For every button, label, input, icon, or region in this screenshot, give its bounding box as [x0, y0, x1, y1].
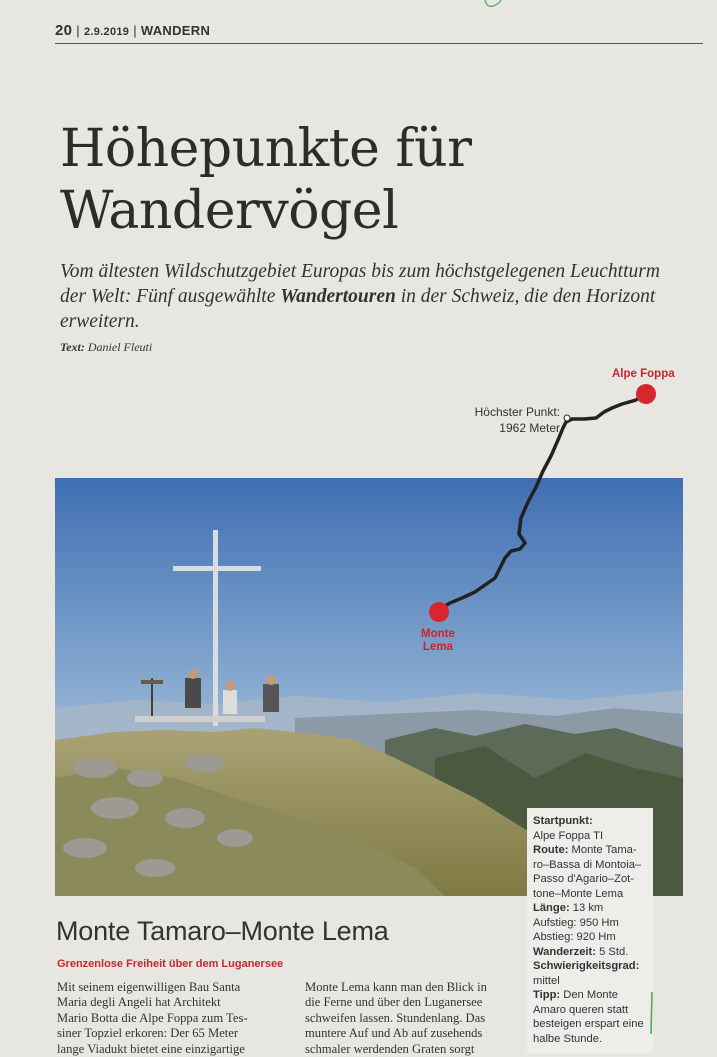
- header-rule: [55, 43, 703, 44]
- article-kicker: Grenzenlose Freiheit über dem Luganersee: [57, 958, 284, 970]
- article-subhead: Monte Tamaro–Monte Lema: [56, 916, 389, 946]
- route-value-4: tone–Monte Lema: [533, 887, 624, 900]
- start-marker: [636, 384, 656, 404]
- col1-line-2: Maria degli Angeli hat Architekt: [57, 995, 221, 1010]
- col1-line-1: Mit seinem eigenwilligen Bau Santa: [57, 980, 241, 994]
- article-column-2: [305, 980, 515, 1057]
- byline: [60, 340, 152, 355]
- route-value-2: ro–Bassa di Montoia–: [533, 858, 642, 871]
- start-key: Startpunkt:: [533, 815, 593, 827]
- route-key: Route:: [533, 844, 569, 856]
- start-value: Alpe Foppa TI: [533, 829, 604, 842]
- headline: [60, 118, 620, 242]
- col1-line-4: siner Topziel erkoren: Der 65 Meter: [57, 1026, 239, 1041]
- tip-value-4: halbe Stunde.: [533, 1032, 603, 1045]
- pen-mark-icon: [481, 0, 505, 10]
- lead-part-1: Vom ältesten Wildschutzgebiet Europas bis zum höchstgelegenen Leuchtturm der Welt: Fünf ausgewählte: [60, 261, 660, 307]
- pen-stroke-icon: [649, 992, 655, 1034]
- end-label: [421, 628, 455, 654]
- length-key: Länge:: [533, 902, 570, 914]
- page-number: 20: [55, 22, 73, 39]
- high-point-label-line-1: Höchster Punkt:: [474, 405, 560, 419]
- byline-author: Daniel Fleuti: [87, 340, 153, 354]
- col2-line-4: muntere Auf und Ab auf zusehends: [305, 1026, 483, 1041]
- time-key: Wanderzeit:: [533, 945, 596, 958]
- high-point-label-line-2: 1962 Meter: [499, 421, 560, 435]
- time-value: 5 Std.: [599, 945, 629, 958]
- end-label-line-1: Monte: [421, 628, 455, 640]
- byline-label: Text:: [60, 340, 85, 354]
- headline-line-2: Wandervögel: [60, 181, 399, 241]
- issue-date: 2.9.2019: [83, 26, 130, 38]
- difficulty-key: Schwierigkeitsgrad:: [533, 960, 640, 972]
- lead-bold: Wandertouren: [280, 286, 396, 307]
- tip-value-3: besteigen erspart eine: [533, 1018, 644, 1030]
- ascent: Aufstieg: 950 Hm: [533, 916, 619, 929]
- col2-line-2: die Ferne und über den Luganersee: [305, 995, 483, 1010]
- col2-line-1: Monte Lema kann man den Blick in: [305, 980, 487, 994]
- route-value-3: Passo d'Agario–Zot-: [533, 873, 635, 885]
- article-column-1: [57, 980, 267, 1057]
- tip-key: Tipp:: [533, 989, 561, 1001]
- tip-value-1: Den Monte: [563, 989, 618, 1001]
- section-name: WANDERN: [140, 23, 211, 38]
- lead-paragraph: [60, 259, 660, 334]
- difficulty-value: mittel: [533, 974, 560, 987]
- col1-line-3: Mario Botta die Alpe Foppa zum Tes-: [57, 1010, 248, 1025]
- end-label-line-2: Lema: [422, 641, 453, 653]
- col1-line-5: lange Viadukt bietet eine einzigartige: [57, 1041, 245, 1056]
- start-label: Alpe Foppa: [612, 368, 675, 380]
- lead-part-2: in der Schweiz, die den Horizont erweitern.: [60, 286, 656, 332]
- length-value: 13 km: [572, 902, 604, 914]
- high-point-label: [458, 404, 560, 436]
- route-info-box: [527, 808, 653, 1053]
- tip-value-2: Amaro queren statt: [533, 1003, 629, 1016]
- descent: Abstieg: 920 Hm: [533, 931, 616, 943]
- page-header: 20 | 2.9.2019 | WANDERN: [55, 22, 211, 39]
- route-value-1: Monte Tama-: [571, 844, 637, 856]
- headline-line-1: Höhepunkte für: [60, 119, 472, 179]
- high-point-marker: [564, 415, 570, 421]
- col2-line-5: schmaler werdenden Graten sorgt: [305, 1041, 475, 1056]
- col2-line-3: schweifen lassen. Stundenlang. Das: [305, 1010, 486, 1025]
